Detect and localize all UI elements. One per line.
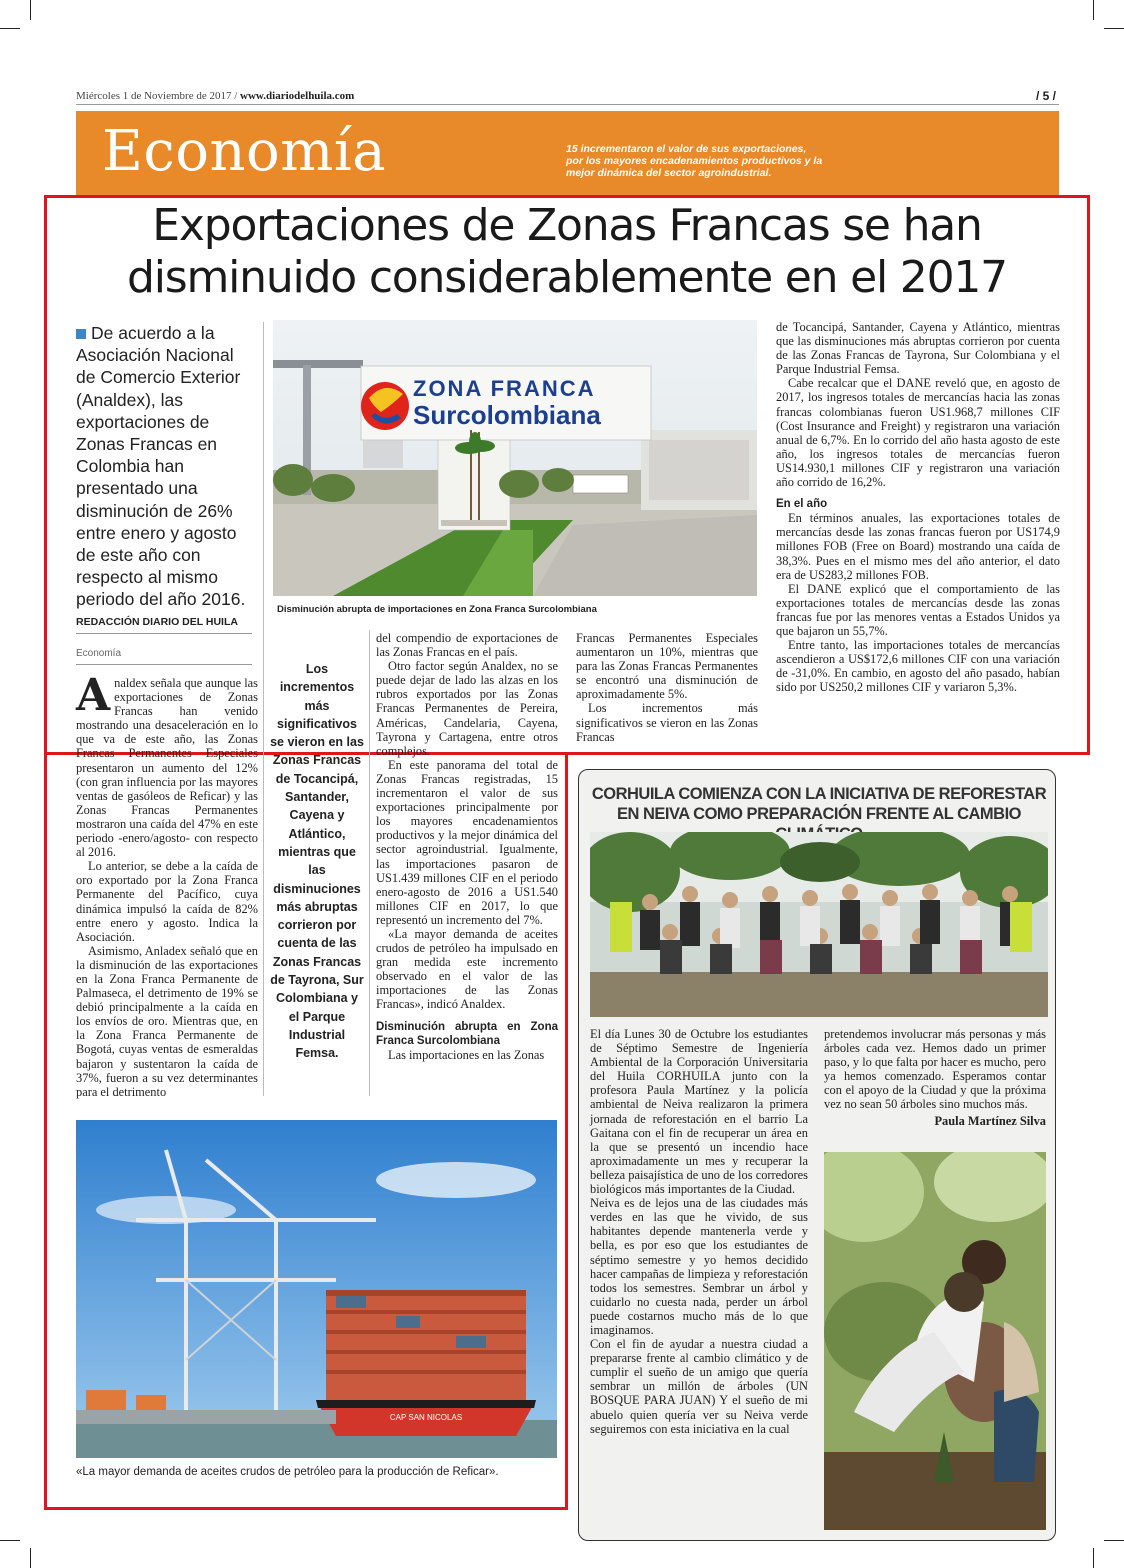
col3-subhead: Disminución abrupta en Zona Franca Surcolombiana [376,1020,558,1047]
section-teaser: 15 incrementaron el valor de sus exportaciones, por los mayores encadenamientos productivos y la mejor dinámica del sector agroindustrial. [566,143,823,179]
section-title: Economía [102,119,387,184]
highlight-box-seam [565,752,1090,755]
planting-photo [824,1152,1046,1530]
article-lead [76,322,252,611]
crop-mark [1093,0,1094,20]
col5-p3: En términos anuales, las exportaciones totales de mercancías desde las zonas francas fueron por US174,9 millones FOB (Free on Board) mostrando una caída de 38,3%. Pues en el mismo mes del año anterior, el dato era de US283,2 millones FOB. [776,511,1060,582]
col3-p1: del compendio de exportaciones de las Zonas Francas en el país. [376,631,558,660]
article-column-5 [776,320,1060,694]
article-headline: Exportaciones de Zonas Francas se han disminuido considerablemente en el 2017 [127,200,1007,303]
side-col1-p3: Con el fin de ayudar a nuestra ciudad a prepararse frente al cambio climático y de cumplir el sueño de un amigo que quería sembrar un millón de árboles (UN BOSQUE PARA JUAN) Y el sueño de mi abuelo quien quería ver su Neiva verde seguiremos con esta iniciativa en la cual [590,1337,808,1436]
col1-p2: Lo anterior, se debe a la caída de oro exportado por la Zona Franca Permanente del Pacífico, cuya dinámica impulsó la caída de 82% entre enero y agosto. Indica la Asociación. [76,859,258,944]
lead-marker-icon [76,329,86,339]
crop-mark [30,1548,31,1568]
col3-p5: Las importaciones en las Zonas [388,1047,545,1062]
group-students-photo [590,832,1048,1017]
crop-mark [0,1540,20,1541]
page-number: / 5 / [1036,89,1057,103]
col4-p1: Francas Permanentes Especiales aumentaron un 10%, mientras que para las Zonas Francas Permanentes se encontró una disminución de aproximadamente 5%. [576,631,758,702]
col3-p2: Otro factor según Analdex, no se puede dejar de lado las alzas en los rubros exportados por las Zonas Francas Permanentes de Pereira, Américas, Candelaria, Cayena, Tayrona y Cartagena, entre otros complejos. [376,659,558,758]
crop-mark [1104,1540,1124,1541]
section-band [76,111,1059,195]
col1-paragraph [76,670,258,860]
article-byline: REDACCIÓN DIARIO DEL HUILA [76,616,238,628]
article-column-1 [76,670,258,1099]
col5-p2: Cabe recalcar que el DANE reveló que, en agosto de 2017, los ingresos totales de mercancías hacia las zonas francas colombianas fueron US1.968,7 millones CIF (Cost Insurance and Freight) y registraron una variación anual de 6,7%. En lo corrido del año hasta agosto de este año, los ingresos totales de mercancías fueron US14.930,1 millones CIF y registraron una variación año corrido de 16,2%. [776,376,1060,490]
article-column-3 [376,631,558,1062]
pullquote-rule-right [369,630,370,1096]
sign-line2: Surcolombiana [413,400,601,430]
col1-p1: naldex señala que aunque las exportaciones de Zonas Francas han venido mostrando una desaceleración en lo que va de este año, las Zonas Francas Permanentes Especiales presentaron un aumento del 12% (con gran influencia por las mayores ventas de gasóleos de Reficar) y las Zonas Francas Permanentes mostraron una caída del 47% en este periodo -enero/agosto- con respecto al 2016. [76,676,258,860]
pull-quote: Los incrementos más significativos se vieron en las Zonas Francas de Tocancipá, Santander, Cayena y Atlántico, mientras que las disminuciones más abruptas corrieron por cuenta de las Zonas Francas de Tayrona, Sur Colombiana y el Parque Industrial Femsa. [270,662,364,1061]
dropcap: A [76,670,111,721]
col3-p4: «La mayor demanda de aceites crudos de petróleo ha impulsado en gran medida este incremento observado en el valor de las importaciones de las Zonas Francas», indicó Analdex. [376,926,558,1012]
side-story-column-2 [824,1027,1046,1128]
side-story-column-1 [590,1027,808,1436]
crop-mark [1093,1548,1094,1568]
section-tag-rule [76,664,252,665]
side-story-title: CORHUILA COMIENZA CON LA INICIATIVA DE REFORESTAR EN NEIVA COMO PREPARACIÓN FRENTE AL CAMBIO [591,785,1047,823]
zona-franca-photo [273,320,757,596]
col5-p4: El DANE explicó que el comportamiento de las exportaciones totales de mercancías desde las zonas francas fue por las menores ventas a Estados Unidos ya que bajaron un 55,7%. [776,581,1060,638]
article-column-4 [576,631,758,744]
side-story-signature: Paula Martínez Silva [934,1113,1046,1128]
side-col1-p1: El día Lunes 30 de Octubre los estudiantes de Séptimo Semestre de Ingeniería Ambiental de la Corporación Universitaria del Huila CORHUILA junto con la profesora Paula Martínez y la policía ambiental de Neiva realizaron la primera jornada de reforestación en el barrio La Gaitana con el fin de recuperar un área en la que se presentó un incendio hace aproximadamente un mes y recuperar la belleza paisajística de uno de los corredores biológicos más importantes de la Ciudad. [590,1027,808,1197]
col5-p5: Entre tanto, las importaciones totales de mercancías ascendieron a US$172,6 millones CIF con una variación de -31,0%. En cambio, en agosto del año pasado, habían sido por US250,2 millones CIF y variaron 5,3%. [776,638,1060,695]
col5-p1: de Tocancipá, Santander, Cayena y Atlántico, mientras que las disminuciones más abruptas corrieron por cuenta de las Zonas Francas de Tayrona, Sur Colombiana y el Parque Industrial Femsa. [776,320,1060,377]
date-text: Miércoles 1 de Noviembre de 2017 / [76,90,241,102]
col4-p2: Los incrementos más significativos se vieron en las Zonas Francas [576,701,758,744]
ship-name: CAP SAN NICOLAS [389,1413,463,1422]
site-url[interactable]: www.diariodelhuila.com [240,90,355,102]
sign-line1: ZONA FRANCA [413,376,596,401]
article-section-tag: Economía [76,648,122,659]
side-col2-p1: pretendemos involucrar más personas y más árboles cada vez. Hemos dado un primer paso, y lo que falta por hacer es mucho, pero ya hemos comenzado. Esperamos contar con el apoyo de la Ciudad y que la próxima vez no sean 50 árboles sino muchos más. [824,1027,1046,1112]
ship-photo-caption: «La mayor demanda de aceites crudos de petróleo para la producción de Reficar». [76,1466,499,1478]
masthead-date [76,90,354,102]
byline-rule [76,633,252,634]
masthead-rule [76,104,1059,105]
pullquote-rule-left [263,322,264,1096]
crop-mark [1104,28,1124,29]
col1-p3: Asimismo, Anladex señaló que en la disminución de las exportaciones en la Zona Franca Permanente de Palmaseca, el detrimento de 19% se debió principalmente a la caída en los envíos de oro. Mientras que, en la Zona Franca Permanente de Bogotá, cuyas ventas de esmeraldas bajaron y sustentaron la caída de 37%, fueron a su vez determinantes para el detrimento [76,943,258,1099]
col3-p3: En este panorama del total de Zonas Francas registradas, 15 incrementaron el valor de sus exportaciones principalmente por los mayores encadenamientos productivos y la mejor dinámica del sector agroindustrial. Igualmente, las importaciones pasaron de US1.439 millones CIF en el periodo enero-agosto de 2016 a US1.540 millones CIF en 2017, lo que representó un incremento del 7%. [376,757,558,927]
crop-mark [30,0,31,20]
lead-text: De acuerdo a la Asociación Nacional de Comercio Exterior (Analdex), las exportaciones de Zonas Francas en Colombia han presentado una disminución de 26% entre enero y agosto de este año con respecto al mismo periodo del año 2016. [76,323,246,610]
col5-subhead: En el año [776,498,828,511]
side-col1-p2: Neiva es de lejos una de las ciudades más verdes en las que he vivido, de sus habitantes depende mantenerla verde y bella, es por eso que los estudiantes de séptimo semestre y yo hemos decidido hacer campañas de limpieza y reforestación todos los semestres. Sembrar un árbol y cuidarlo no cuesta nada, perder un árbol puede costarnos mucho más de lo que imaginamos. [590,1196,808,1337]
crop-mark [0,28,20,29]
zona-franca-photo-caption: Disminución abrupta de importaciones en Zona Franca Surcolombiana [277,604,597,615]
container-ship-photo [76,1120,557,1458]
